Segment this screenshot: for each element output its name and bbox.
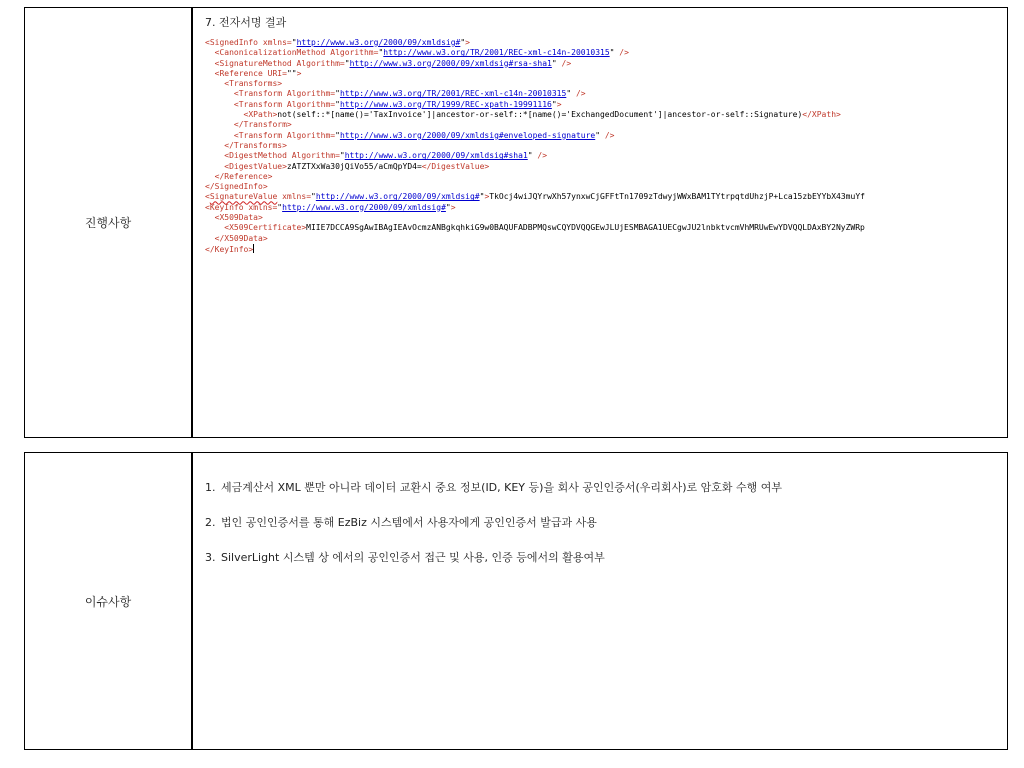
issues-label: 이슈사항 xyxy=(25,453,193,750)
issue-item: 3. SilverLight 시스템 상 에서의 공인인증서 접근 및 사용, 인증 등에서의 활용여부 xyxy=(205,551,605,564)
section-heading: 7. 전자서명 결과 xyxy=(205,16,287,29)
transform2-alg-link[interactable]: http://www.w3.org/TR/1999/REC-xpath-19991116 xyxy=(339,99,552,109)
progress-section xyxy=(24,7,1008,438)
progress-content-cell xyxy=(192,8,1008,438)
digest-alg-link[interactable]: http://www.w3.org/2000/09/xmldsig#sha1 xyxy=(344,151,528,161)
sigmethod-alg-link[interactable]: http://www.w3.org/2000/09/xmldsig#rsa-sha1 xyxy=(349,58,552,68)
issues-content-cell xyxy=(192,453,1008,750)
canon-alg-link[interactable]: http://www.w3.org/TR/2001/REC-xml-c14n-20010315 xyxy=(383,48,610,58)
text-cursor xyxy=(253,244,254,253)
issue-item: 1. 세금계산서 XML 뿐만 아니라 데이터 교환시 중요 정보(ID, KEY 등)을 회사 공인인증서(우리회사)로 암호화 수행 여부 xyxy=(205,481,783,494)
progress-label: 진행사항 xyxy=(25,8,193,438)
transform1-alg-link[interactable]: http://www.w3.org/TR/2001/REC-xml-c14n-20010315 xyxy=(339,89,567,99)
xml-signature-block: <SignedInfo xmlns="http://www.w3.org/2000/09/xmldsig#"> <CanonicalizationMethod Algorithm="http://www.w3.org/TR/2001/REC-xml-c14n-20010315" /> <SignatureMethod Algorithm="http://www.w3.org/2000/09/xmldsig#rsa-sha1" /> <Reference URI=""> <Transforms> <Transform Algorithm="http://www.w3.org/TR/2001/REC-xml-c14n-20010315" /> <Transform Algorithm="http://www.w3.org/TR/1999/REC-xpath-19991116"> <XPath>not(self::*[name()='TaxInvoice']|ancestor-or-self::*[name()='ExchangedDocument']|ancestor-or-self::Signature)</XPath> </Transform> <Transform Algorithm="http://www.w3.org/2000/09/xmldsig#enveloped-signature" /> </Transforms> <DigestMethod Algorithm="http://www.w3.org/2000/09/xmldsig#sha1" /> <DigestValue>zATZTXxWa30jQiVo55/aCmQpYD4=</DigestValue> </Reference> </SignedInfo> <SignatureValue xmlns="http://www.w3.org/2000/09/xmldsig#">TkOcj4wiJQYrwXh57ynxwCjGFFtTn1709zTdwyjWWxBAM1TYtrpqtdUhzjP+Lca15zbEYYbX43muYf <KeyInfo xmlns="http://www.w3.org/2000/09/xmldsig#"> <X509Data> <X509Certificate>MIIE7DCCA9SgAwIBAgIEAvOcmzANBgkqhkiG9w0BAQUFADBPMQswCQYDVQQGEwJLUjESMBAGA1UECgwJU2lnbktvcmVhMRUwEwYDVQQLDAxBY2NyZWRp </X509Data> </KeyInfo> xyxy=(205,38,865,254)
sigvalue-xmlns-link[interactable]: http://www.w3.org/2000/09/xmldsig# xyxy=(315,192,480,202)
keyinfo-xmlns-link[interactable]: http://www.w3.org/2000/09/xmldsig# xyxy=(282,202,446,212)
issues-section xyxy=(24,452,1008,750)
issue-item: 2. 법인 공인인증서를 통해 EzBiz 시스템에서 사용자에게 공인인증서 발급과 사용 xyxy=(205,516,597,529)
transform3-alg-link[interactable]: http://www.w3.org/2000/09/xmldsig#enveloped-signature xyxy=(339,130,596,140)
xmlns-link[interactable]: http://www.w3.org/2000/09/xmldsig# xyxy=(296,38,461,47)
